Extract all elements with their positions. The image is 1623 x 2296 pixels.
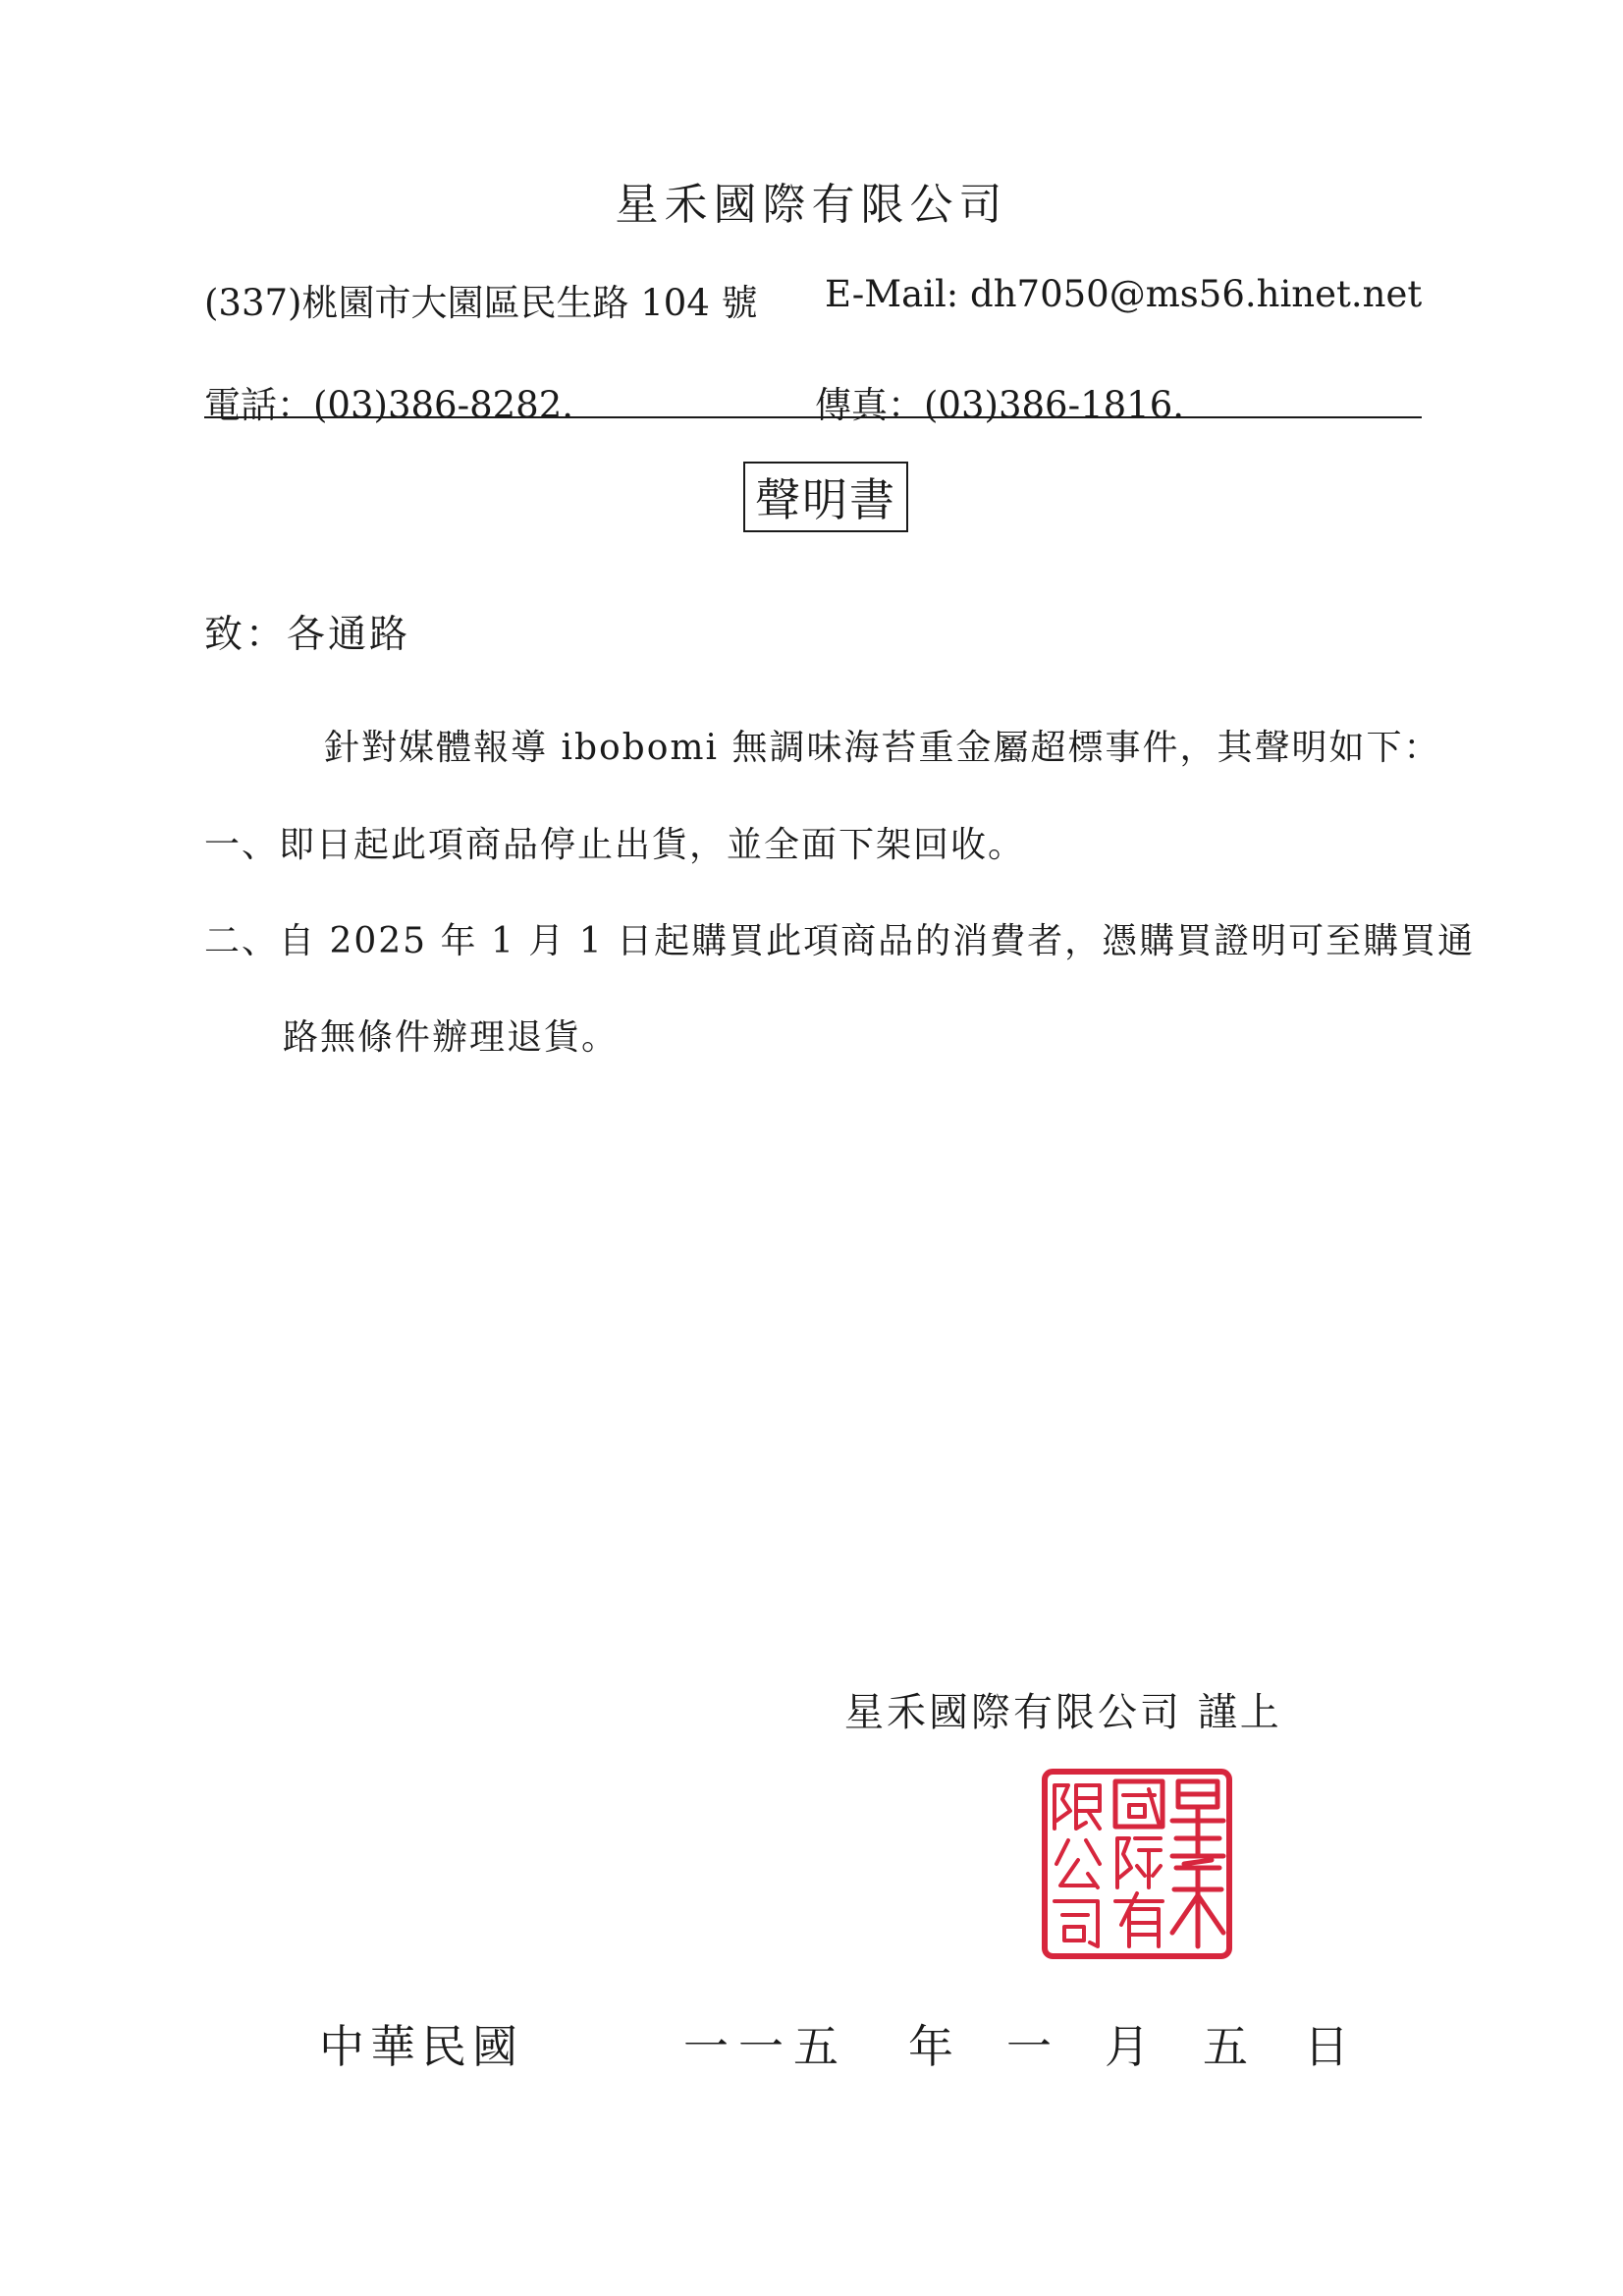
date-day: 五: [1203, 2020, 1248, 2073]
header-divider: [204, 416, 1422, 418]
date-month: 一: [1006, 2020, 1052, 2073]
statement-item-2-line-1: 二、自 2025 年 1 月 1 日起購買此項商品的消費者，憑購買證明可至購買通: [204, 921, 1476, 961]
signature-line: 星禾國際有限公司 謹上: [844, 1690, 1282, 1735]
company-email: E-Mail: dh7050@ms56.hinet.net: [825, 273, 1423, 315]
date-year: 一一五: [683, 2020, 848, 2073]
statement-item-2-line-2: 路無條件辦理退貨。: [283, 1017, 620, 1058]
intro-paragraph: 針對媒體報導 ibobomi 無調味海苔重金屬超標事件，其聲明如下：: [324, 728, 1441, 768]
document-title: 聲明書: [743, 462, 908, 532]
date-year-unit: 年: [908, 2020, 953, 2073]
recipient-line: 致：各通路: [204, 613, 411, 657]
date-day-unit: 日: [1304, 2020, 1349, 2073]
company-phone: 電話：(03)386-8282.: [204, 384, 573, 426]
company-fax: 傳真：(03)386-1816.: [815, 384, 1184, 426]
date-month-unit: 月: [1105, 2020, 1150, 2073]
date-era: 中華民國: [319, 2020, 523, 2073]
company-title: 星禾國際有限公司: [615, 180, 1008, 230]
statement-item-1: 一、即日起此項商品停止出貨，並全面下架回收。: [204, 825, 1026, 865]
company-seal-stamp: [1039, 1766, 1235, 1962]
company-address: (337)桃園市大園區民生路 104 號: [204, 282, 758, 324]
